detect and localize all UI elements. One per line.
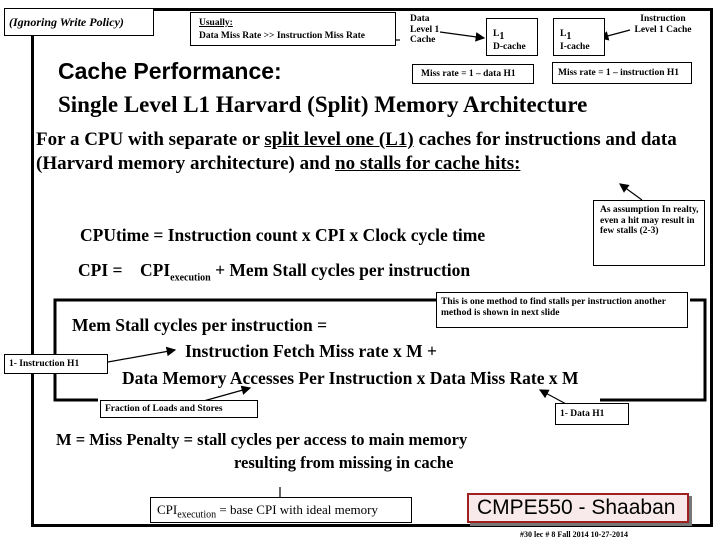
method-note: This is one method to find stalls per instruction another method is shown in next slide (441, 297, 666, 318)
usually-label: Usually: (199, 18, 233, 28)
instr-h1-box (4, 354, 108, 374)
cpi-exec-note: $CPI_{execution}$ = base CPI with ideal memory (157, 502, 378, 521)
fraction-box (100, 400, 258, 418)
assumption-note: As assumption In realty, even a hit may result in few stalls (2-3) (600, 205, 699, 236)
method-note-box (436, 292, 688, 328)
miss-penalty-line2: resulting from missing in cache (234, 453, 454, 472)
d-cache-box (486, 18, 538, 56)
ignoring-write-policy-text: (Ignoring Write Policy) (9, 15, 124, 29)
data-l1-label: Data Level 1 Cache (410, 14, 440, 45)
i-cache-label: $L_1$ I-cache (560, 29, 590, 53)
mem-stall-line2: Instruction Fetch Miss rate x M + (185, 341, 438, 361)
miss-rate-instr: Miss rate = 1 – instruction H1 (558, 68, 679, 78)
cpi-formula: CPI = $CPI_{execution}$ + Mem Stall cycles per instruction (78, 260, 471, 284)
course-badge (467, 493, 689, 523)
miss-rate-instr-box (552, 62, 692, 84)
intro-paragraph: For a CPU with separate or split level one (L1) caches for instructions and data (Harvard memory architecture) and no stalls for cache hits: (36, 129, 677, 174)
assumption-box (593, 200, 705, 266)
miss-penalty-line1: M = Miss Penalty = stall cycles per access to main memory (56, 430, 468, 449)
mem-stall-line1: Mem Stall cycles per instruction = (72, 315, 328, 335)
title-line2: Single Level L1 Harvard (Split) Memory Architecture (58, 92, 588, 117)
data-h1-box (555, 403, 629, 425)
i-cache-box (553, 18, 605, 56)
title-line1: Cache Performance: (58, 58, 282, 84)
ignoring-write-policy-box (4, 8, 154, 36)
miss-rate-data-box (412, 64, 534, 84)
data-h1-label: 1- Data H1 (560, 409, 605, 419)
d-cache-label: $L_1$ D-cache (493, 29, 526, 53)
usually-box (190, 12, 396, 46)
instr-l1-label: Instruction Level 1 Cache (634, 14, 692, 35)
instr-h1-label: 1- Instruction H1 (9, 359, 80, 369)
mem-stall-line3: Data Memory Accesses Per Instruction x Data Miss Rate x M (122, 368, 579, 388)
footer-text: #30 lec # 8 Fall 2014 10-27-2014 (520, 530, 628, 539)
miss-rate-data: Miss rate = 1 – data H1 (421, 69, 516, 79)
usually-text: Data Miss Rate >> Instruction Miss Rate (199, 31, 365, 41)
cpi-exec-note-box (150, 497, 412, 523)
cpu-time-formula: CPUtime = Instruction count x CPI x Clock cycle time (80, 225, 486, 245)
course-badge-text: CMPE550 - Shaaban (477, 496, 676, 519)
fraction-label: Fraction of Loads and Stores (105, 404, 223, 414)
